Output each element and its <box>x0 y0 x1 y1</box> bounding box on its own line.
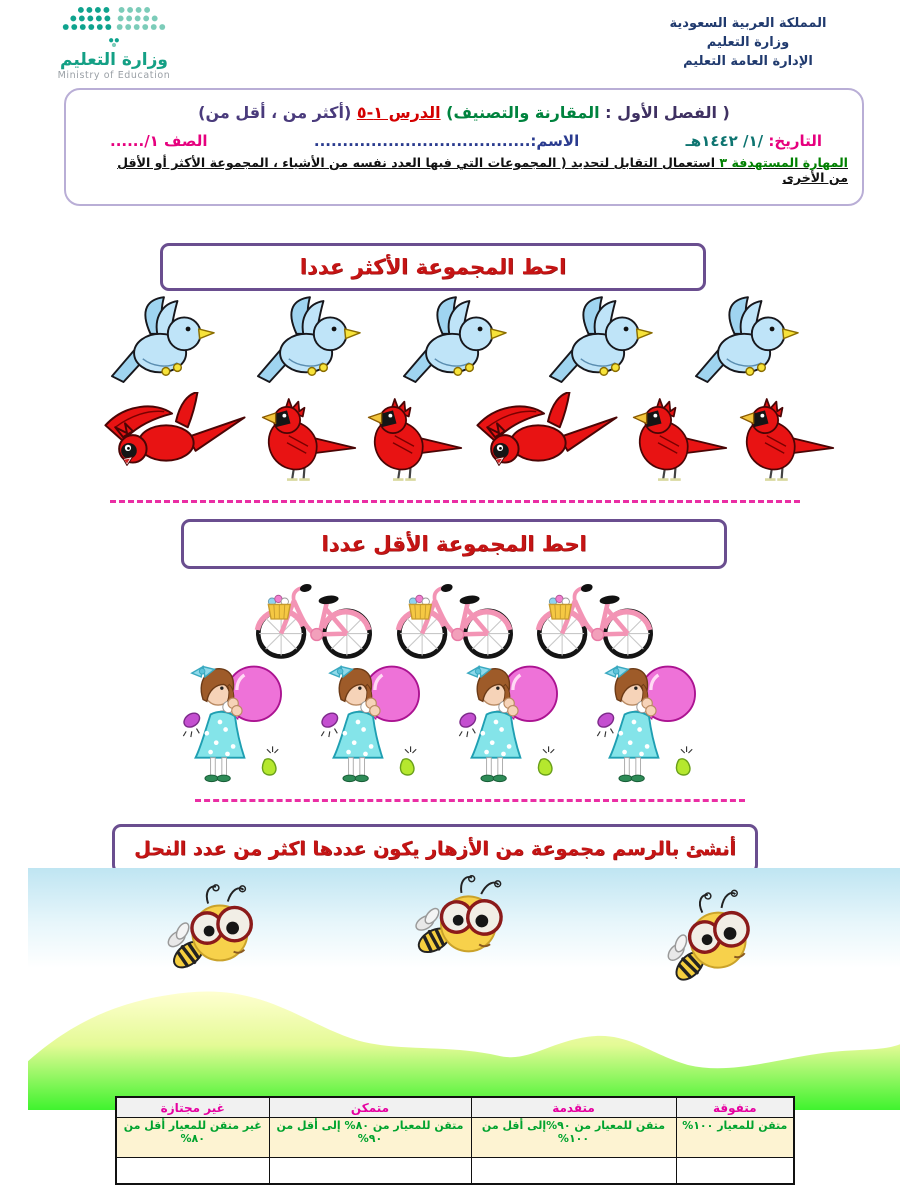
skill-label: المهارة المستهدفة ٣ <box>715 155 848 170</box>
rubric-empty-cell <box>269 1158 471 1185</box>
cardinal-icon <box>737 392 835 490</box>
lesson-topic: المقارنة والتصنيف) <box>440 103 600 122</box>
name-field <box>314 132 579 150</box>
lesson-scope: (أكثر من ، أقل من) <box>198 103 357 122</box>
girl-icon <box>596 660 702 784</box>
rubric-criteria-cell: متقن للمعيار من ٨٠% إلى أقل من ٩٠% <box>269 1118 471 1158</box>
org-line-country: المملكة العربية السعودية <box>669 16 827 31</box>
ministry-logo <box>24 4 204 81</box>
lesson-number: الدرس ١-٥ <box>356 103 441 122</box>
blue-bird-icon <box>694 294 800 389</box>
ministry-logo-icon <box>26 4 202 50</box>
name-dots: ...................................... <box>313 132 531 150</box>
bee-icon <box>163 880 265 982</box>
bee-icon <box>654 881 769 996</box>
lesson-title <box>66 103 862 122</box>
blue-bird-icon <box>402 294 508 389</box>
section2-title: احط المجموعة الأقل عددا <box>321 532 587 556</box>
bicycle-icon <box>252 577 376 661</box>
bicycles-group <box>252 577 657 661</box>
section1-title-box <box>160 243 706 291</box>
rubric-table <box>115 1096 795 1185</box>
rubric-empty-cell <box>116 1158 269 1185</box>
section1-title: احط المجموعة الأكثر عددا <box>299 255 567 279</box>
date-label: التاريخ: <box>768 132 822 150</box>
skill-row <box>106 155 848 185</box>
bicycle-icon <box>393 577 517 661</box>
class-field: الصف ١/...... <box>110 132 208 150</box>
girl-icon <box>182 660 288 784</box>
date-group <box>686 132 822 150</box>
hills-background <box>28 988 900 1110</box>
rubric-empty-cell <box>676 1158 794 1185</box>
rubric-criteria-cell: متقن للمعيار ١٠٠% <box>676 1118 794 1158</box>
dashed-separator-2 <box>195 799 745 802</box>
cardinal-icon <box>259 392 357 490</box>
skill-text: استعمال التقابل لتحديد ( المجموعات التي فيها العدد نفسه من الأشياء ، المجموعة الأكثر أو الأقل من الأخرى <box>117 155 848 185</box>
rubric-section <box>117 1096 795 1185</box>
cardinal-icon <box>100 392 250 490</box>
org-line-ministry: وزارة التعليم <box>706 35 790 50</box>
drawing-scene <box>28 868 900 1110</box>
date-value: /١/ ١٤٤٢هـ <box>685 132 764 150</box>
logo-subtitle: Ministry of Education <box>57 70 171 81</box>
cardinal-icon <box>472 392 622 490</box>
girl-icon <box>458 660 564 784</box>
cardinal-icon <box>365 392 463 490</box>
blue-birds-group <box>110 294 800 389</box>
rubric-empty-cell <box>471 1158 676 1185</box>
section3-title: أنشئ بالرسم مجموعة من الأزهار يكون عددها اكثر من عدد النحل <box>134 838 736 860</box>
cardinals-group <box>100 392 835 490</box>
section2-title-box <box>181 519 727 569</box>
rubric-header-cell: غير مجتازة <box>116 1097 269 1118</box>
blue-bird-icon <box>548 294 654 389</box>
org-line-department: الإدارة العامة التعليم <box>683 54 813 69</box>
rubric-criteria-cell: متقن للمعيار من ٩٠%إلى أقل من ١٠٠% <box>471 1118 676 1158</box>
lesson-chapter: ( الفصل الأول : <box>599 103 730 122</box>
rubric-criteria-cell: غير متقن للمعيار أقل من ٨٠% <box>116 1118 269 1158</box>
girls-group <box>182 660 702 784</box>
bee-icon <box>405 863 522 980</box>
bicycle-icon <box>533 577 657 661</box>
meta-row <box>110 132 822 150</box>
logo-wordmark: وزارة التعليم <box>60 50 168 70</box>
rubric-header-cell: متقدمة <box>471 1097 676 1118</box>
rubric-header-cell: متمكن <box>269 1097 471 1118</box>
name-label: الاسم: <box>530 132 580 150</box>
dashed-separator-1 <box>110 500 800 503</box>
org-text-block <box>618 14 878 71</box>
cardinal-icon <box>630 392 728 490</box>
girl-icon <box>320 660 426 784</box>
rubric-header-cell: متفوقة <box>676 1097 794 1118</box>
blue-bird-icon <box>110 294 216 389</box>
blue-bird-icon <box>256 294 362 389</box>
bees-group <box>163 880 763 982</box>
lesson-info-box <box>64 88 864 206</box>
